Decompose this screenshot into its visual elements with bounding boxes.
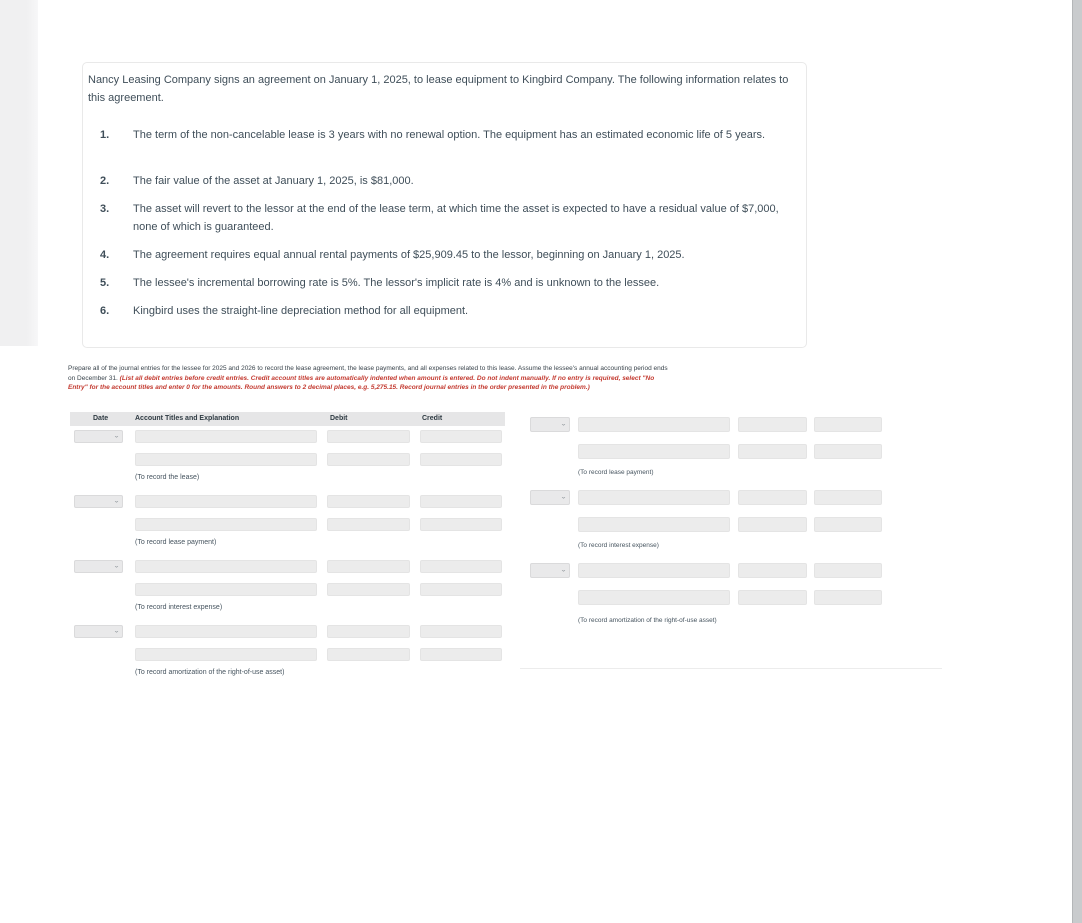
chevron-down-icon: ⌄ <box>113 628 120 635</box>
debit-input[interactable] <box>327 495 410 508</box>
problem-item-number: 5. <box>100 277 110 289</box>
account-title-input[interactable] <box>578 417 730 432</box>
debit-input[interactable] <box>327 453 410 466</box>
account-title-input[interactable] <box>135 518 317 531</box>
account-title-input[interactable] <box>135 430 317 443</box>
credit-input[interactable] <box>420 518 502 531</box>
account-title-input[interactable] <box>578 490 730 505</box>
credit-input[interactable] <box>420 560 502 573</box>
header-credit: Credit <box>422 415 443 422</box>
debit-input[interactable] <box>738 517 807 532</box>
debit-input[interactable] <box>327 648 410 661</box>
account-title-input[interactable] <box>135 453 317 466</box>
header-account: Account Titles and Explanation <box>135 415 240 422</box>
account-title-input[interactable] <box>578 444 730 459</box>
left-gutter <box>0 0 38 346</box>
entry-note: (To record amortization of the right-of-use asset) <box>578 617 717 624</box>
chevron-down-icon: ⌄ <box>560 567 567 574</box>
problem-item-number: 6. <box>100 305 110 317</box>
debit-input[interactable] <box>327 583 410 596</box>
section-divider <box>520 668 942 669</box>
debit-input[interactable] <box>738 590 807 605</box>
account-title-input[interactable] <box>135 495 317 508</box>
credit-input[interactable] <box>814 590 882 605</box>
debit-input[interactable] <box>738 417 807 432</box>
problem-item-text: The agreement requires equal annual rental payments of $25,909.45 to the lessor, beginning on January 1, 2025. <box>133 249 685 261</box>
date-select[interactable] <box>74 625 123 638</box>
credit-input[interactable] <box>420 583 502 596</box>
header-debit: Debit <box>330 415 348 422</box>
date-select[interactable] <box>530 417 570 432</box>
debit-input[interactable] <box>738 444 807 459</box>
debit-input[interactable] <box>327 430 410 443</box>
credit-input[interactable] <box>814 517 882 532</box>
problem-item-number: 2. <box>100 175 110 187</box>
chevron-down-icon: ⌄ <box>560 494 567 501</box>
account-title-input[interactable] <box>135 560 317 573</box>
credit-input[interactable] <box>420 495 502 508</box>
problem-item-text: The term of the non-cancelable lease is 3 years with no renewal option. The equipment has an estimated economic life of 5 years. <box>133 129 766 141</box>
debit-input[interactable] <box>738 490 807 505</box>
debit-input[interactable] <box>327 625 410 638</box>
instructions-normal-text: Prepare all of the journal entries for the lessee for 2025 and 2026 to record the lease agreement, the lease payments, and all expenses related to this lease. Assume the lessee's annual accounting period ends on December 31. <box>68 365 668 382</box>
problem-intro: Nancy Leasing Company signs an agreement on January 1, 2025, to lease equipment to Kingbird Company. The following information relates to this agreement. <box>88 74 789 104</box>
entry-note: (To record lease payment) <box>135 539 217 546</box>
credit-input[interactable] <box>814 444 882 459</box>
account-title-input[interactable] <box>578 517 730 532</box>
account-title-input[interactable] <box>578 590 730 605</box>
problem-item-text: The fair value of the asset at January 1, 2025, is $81,000. <box>133 175 414 187</box>
account-title-input[interactable] <box>578 563 730 578</box>
date-select[interactable] <box>74 560 123 573</box>
credit-input[interactable] <box>420 453 502 466</box>
account-title-input[interactable] <box>135 648 317 661</box>
entry-note: (To record interest expense) <box>578 542 659 549</box>
credit-input[interactable] <box>814 563 882 578</box>
debit-input[interactable] <box>327 560 410 573</box>
problem-item-number: 1. <box>100 129 110 141</box>
entry-note: (To record interest expense) <box>135 604 223 611</box>
date-select[interactable] <box>74 430 123 443</box>
problem-item-text: The lessee's incremental borrowing rate is 5%. The lessor's implicit rate is 4% and is unknown to the lessee. <box>133 277 660 289</box>
problem-item-text: The asset will revert to the lessor at the end of the lease term, at which time the asset is expected to have a residual value of $7,000, none of which is guaranteed. <box>133 203 779 233</box>
vertical-scrollbar[interactable] <box>1072 0 1082 923</box>
date-select[interactable] <box>74 495 123 508</box>
problem-item-text: Kingbird uses the straight-line depreciation method for all equipment. <box>133 305 469 317</box>
debit-input[interactable] <box>738 563 807 578</box>
entry-note: (To record lease payment) <box>578 469 654 476</box>
date-select[interactable] <box>530 490 570 505</box>
credit-input[interactable] <box>420 625 502 638</box>
instructions <box>68 364 674 393</box>
credit-input[interactable] <box>420 430 502 443</box>
credit-input[interactable] <box>814 490 882 505</box>
instructions-red-text: (List all debit entries before credit entries. Credit account titles are automatically indented when amount is entered. Do not indent manually. If no entry is required, select "No Entry" for the account titles and enter 0 for the amounts. Round answers to 2 decimal places, e.g. 5,275.15. Record journal entries in the order presented in the problem.) <box>68 374 655 391</box>
date-select[interactable] <box>530 563 570 578</box>
chevron-down-icon: ⌄ <box>560 421 567 428</box>
header-date: Date <box>93 415 109 422</box>
account-title-input[interactable] <box>135 583 317 596</box>
problem-item-number: 4. <box>100 249 110 261</box>
problem-item-number: 3. <box>100 203 110 215</box>
entry-note: (To record amortization of the right-of-use asset) <box>135 669 285 676</box>
chevron-down-icon: ⌄ <box>113 433 120 440</box>
entry-note: (To record the lease) <box>135 474 200 481</box>
chevron-down-icon: ⌄ <box>113 498 120 505</box>
credit-input[interactable] <box>814 417 882 432</box>
account-title-input[interactable] <box>135 625 317 638</box>
chevron-down-icon: ⌄ <box>113 563 120 570</box>
credit-input[interactable] <box>420 648 502 661</box>
debit-input[interactable] <box>327 518 410 531</box>
